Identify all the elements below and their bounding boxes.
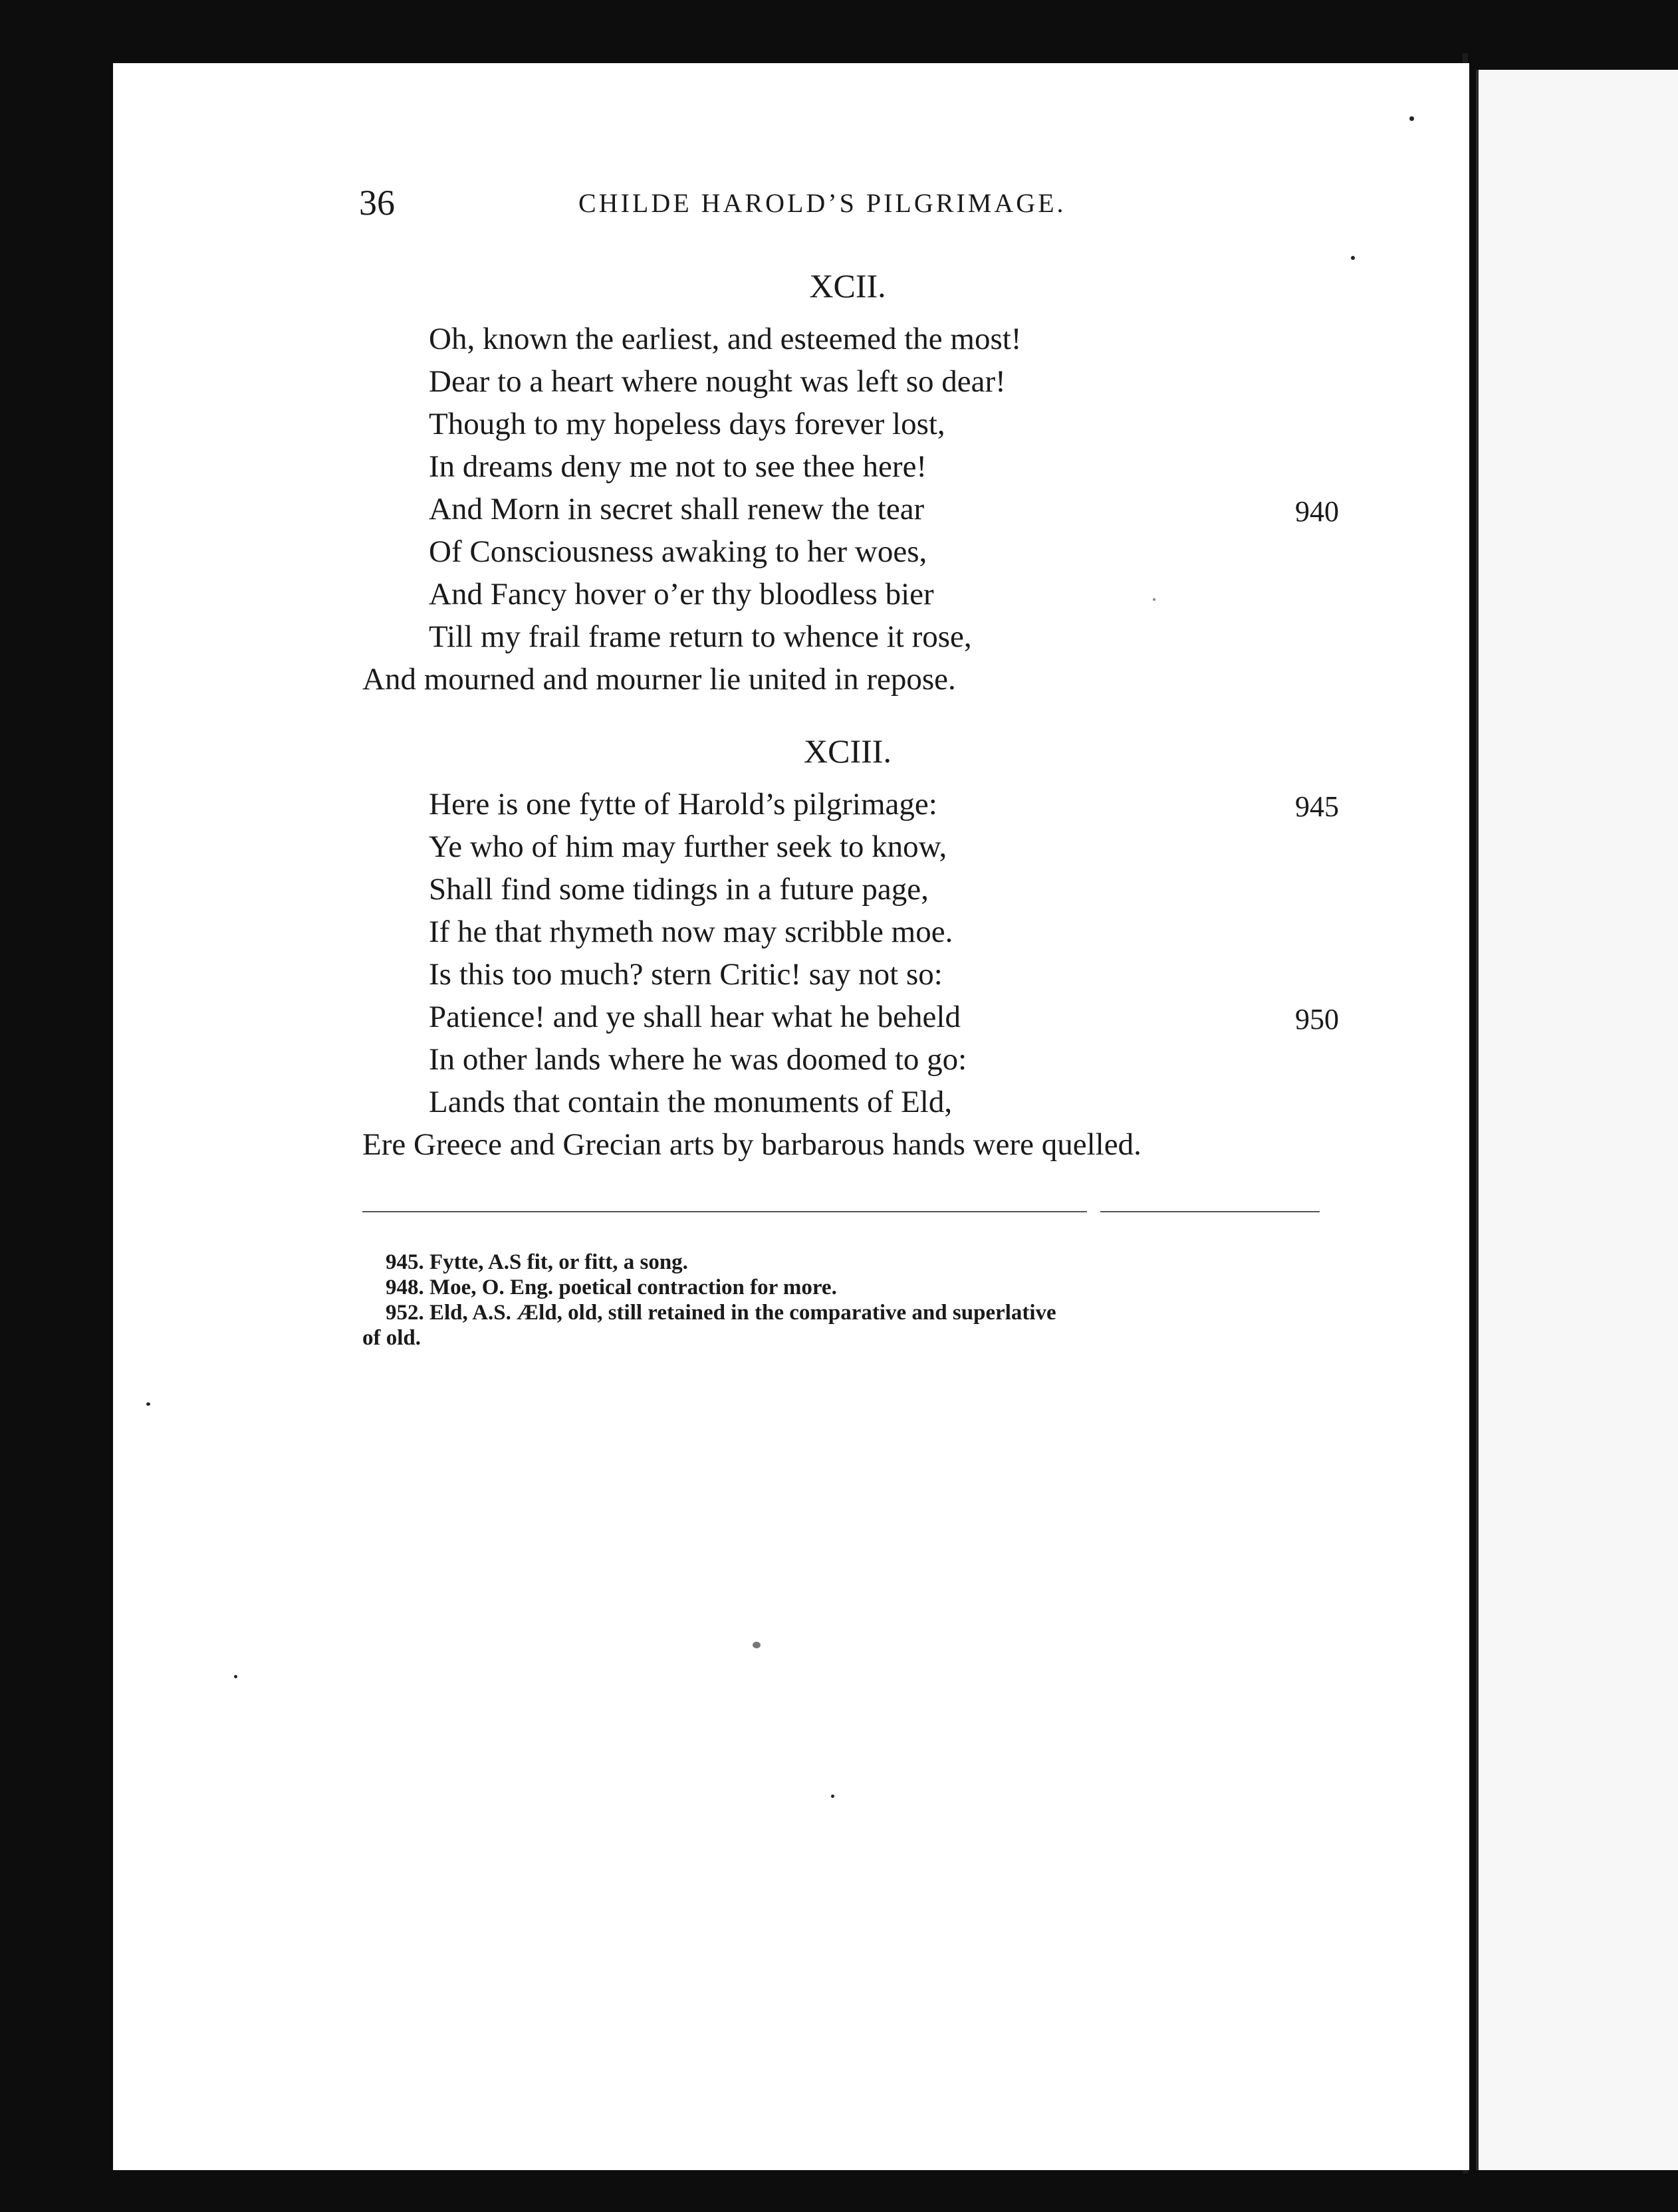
page-header — [359, 179, 1343, 226]
verse-line: Though to my hopeless days forever lost, — [429, 407, 945, 441]
scan-speck — [1409, 116, 1414, 121]
verse-line: In dreams deny me not to see thee here! — [429, 449, 927, 484]
verse-line: Till my frail frame return to whence it rose, — [429, 619, 972, 654]
verse-line: Ye who of him may further seek to know, — [429, 830, 947, 864]
verse-line: And Fancy hover o’er thy bloodless bier — [429, 577, 934, 611]
scan-speck — [1153, 598, 1155, 601]
verse-line: Of Consciousness awaking to her woes, — [429, 534, 927, 569]
verse-line: Shall find some tidings in a future page, — [429, 872, 929, 907]
line-number: 945 — [1295, 790, 1339, 823]
scan-speck — [753, 1642, 761, 1648]
verse-line: Ere Greece and Grecian arts by barbarous hands were quelled. — [362, 1127, 1141, 1162]
line-number: 940 — [1295, 495, 1339, 528]
footnote: 952. Eld, A.S. Æld, old, still retained in the comparative and superlative — [386, 1301, 1056, 1325]
page-number: 36 — [359, 183, 395, 223]
verse-line: And Morn in secret shall renew the tear — [429, 492, 925, 526]
line-number: 950 — [1295, 1003, 1339, 1036]
footnote: 948. Moe, O. Eng. poetical contraction for more. — [386, 1275, 837, 1299]
stanza-numeral: XCIII. — [804, 732, 892, 770]
verse-line: In other lands where he was doomed to go: — [429, 1042, 967, 1077]
verse-line: Oh, known the earliest, and esteemed the most! — [429, 322, 1022, 356]
scan-speck — [146, 1402, 150, 1406]
stanza-numeral: XCII. — [809, 267, 886, 304]
verse-line: Is this too much? stern Critic! say not so: — [429, 957, 943, 992]
verse-line: Lands that contain the monuments of Eld, — [429, 1085, 953, 1119]
footnote: 945. Fytte, A.S fit, or fitt, a song. — [386, 1250, 688, 1274]
verse-line: Patience! and ye shall hear what he beheld — [429, 1000, 961, 1034]
footnote-rule-segment — [1100, 1211, 1320, 1212]
scan-speck — [831, 1795, 834, 1798]
adjacent-page-edge — [1476, 70, 1678, 2170]
running-title: CHILDE HAROLD’S PILGRIMAGE. — [578, 188, 1066, 218]
footnote-rule — [362, 1211, 1087, 1212]
verse-line: Dear to a heart where nought was left so dear! — [429, 364, 1006, 399]
scan-speck — [234, 1675, 237, 1678]
verse-line: Here is one fytte of Harold’s pilgrimage: — [429, 787, 937, 822]
verse-line: If he that rhymeth now may scribble moe. — [429, 915, 953, 949]
footnote-continuation: of old. — [362, 1326, 421, 1350]
scan-speck — [1351, 256, 1355, 260]
verse-line: And mourned and mourner lie united in repose. — [362, 662, 956, 697]
